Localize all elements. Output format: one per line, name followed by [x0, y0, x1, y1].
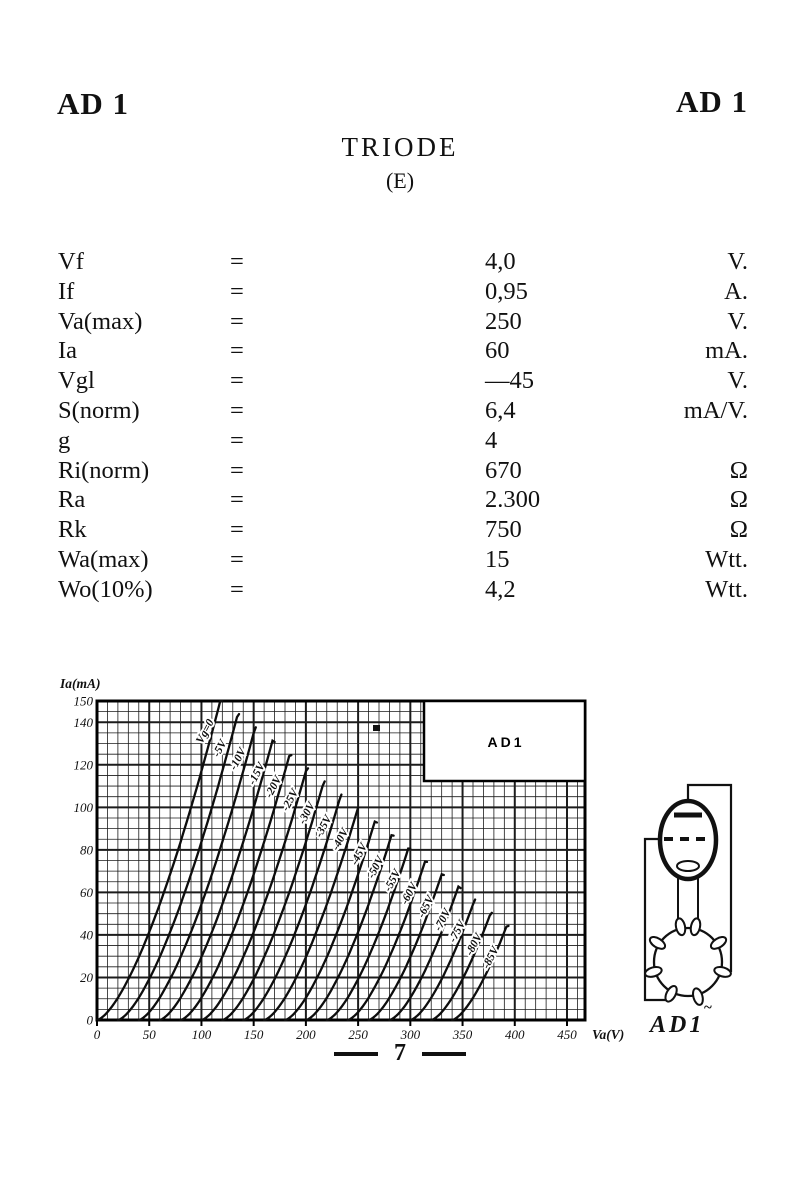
equals-sign: =	[230, 307, 244, 335]
y-tick-label: 80	[80, 842, 93, 858]
x-tick-label: 0	[93, 1027, 101, 1042]
x-tick-label: 150	[243, 1027, 264, 1042]
spec-param-value: 6,4	[485, 396, 516, 424]
curve-label: -15V	[246, 760, 268, 787]
y-tick-label: 120	[73, 757, 93, 773]
scan-ink-speck	[373, 725, 380, 731]
spec-param-unit: V.	[727, 367, 748, 395]
equals-sign: =	[230, 277, 244, 305]
curve-label: -85V	[480, 944, 502, 971]
spec-param-value: 750	[485, 516, 522, 544]
spec-param-unit: Ω	[729, 516, 748, 544]
y-tick-label: 40	[80, 927, 93, 943]
curve-label: -55V	[382, 867, 404, 894]
y-tick-label: 140	[73, 714, 93, 730]
spec-param-name: g	[58, 426, 71, 454]
equals-sign: =	[230, 575, 244, 603]
spec-param-name: Ri(norm)	[58, 456, 150, 484]
spec-param-name: Wa(max)	[58, 545, 149, 573]
spec-param-name: Vf	[58, 248, 84, 275]
y-tick-label: 20	[80, 969, 93, 985]
page-number: 7	[394, 1040, 406, 1066]
x-tick-label: 250	[348, 1027, 368, 1042]
equals-sign: =	[230, 396, 244, 424]
spec-param-value: 670	[485, 456, 522, 484]
spec-param-name: Va(max)	[58, 307, 143, 335]
x-tick-label: 350	[452, 1027, 473, 1042]
chart-tube-name: AD1	[487, 734, 525, 750]
spec-param-name: S(norm)	[58, 396, 140, 424]
x-tick-label: 200	[296, 1027, 316, 1042]
x-tick-label: 450	[557, 1027, 577, 1042]
grid-voltage-curve	[118, 714, 239, 1020]
equals-sign: =	[230, 426, 244, 454]
footer-dash-left	[334, 1052, 378, 1056]
socket-base	[654, 928, 722, 996]
curve-label: -75V	[446, 918, 469, 945]
characteristics-chart	[59, 676, 624, 1042]
spec-param-value: 4,0	[485, 248, 516, 275]
equals-sign: =	[230, 248, 244, 275]
curve-label: -25V	[279, 787, 302, 814]
curve-label: -20V	[263, 774, 285, 801]
spec-param-value: 60	[485, 337, 510, 365]
spec-param-unit: A.	[724, 277, 748, 305]
page-title-left: AD 1	[57, 86, 130, 121]
x-axis-title: Va(V)	[592, 1027, 625, 1042]
page-title-right: AD 1	[675, 84, 748, 119]
x-tick-label: 50	[142, 1027, 156, 1042]
equals-sign: =	[230, 367, 244, 395]
y-tick-label: 100	[73, 799, 93, 815]
spec-param-unit: V.	[727, 248, 748, 275]
spec-param-name: Ia	[58, 337, 78, 365]
tube-pinout-diagram	[644, 785, 732, 1038]
spec-param-unit: Ω	[729, 456, 748, 484]
y-tick-label: 60	[80, 884, 93, 900]
equals-sign: =	[230, 545, 244, 573]
tube-class-label: (E)	[385, 168, 415, 193]
y-tick-label: 0	[86, 1012, 93, 1028]
y-axis-title: Ia(mA)	[60, 676, 101, 691]
equals-sign: =	[230, 337, 244, 365]
spec-param-unit: mA.	[705, 337, 748, 365]
spec-param-value: 250	[485, 307, 522, 335]
spec-param-unit: Ω	[729, 486, 748, 514]
curve-label: Vg=0	[194, 717, 217, 746]
curve-label: -80V	[463, 931, 485, 958]
spec-param-unit: mA/V.	[683, 396, 748, 424]
curve-label: -70V	[432, 907, 454, 933]
curve-label: -45V	[348, 841, 371, 868]
equals-sign: =	[230, 516, 244, 544]
page-footer	[0, 1040, 800, 1067]
curve-label: -10V	[227, 746, 249, 773]
tube-type-title: TRIODE	[341, 132, 459, 162]
curve-label: -40V	[329, 826, 352, 853]
x-tick-label: 300	[400, 1027, 421, 1042]
spec-param-name: Vgl	[58, 367, 95, 395]
curve-label: -65V	[415, 893, 437, 920]
x-tick-label: 100	[191, 1027, 212, 1042]
spec-param-value: 0,95	[485, 277, 528, 305]
pinout-tilde-mark: ~	[704, 1000, 712, 1016]
spec-param-unit: Wtt.	[705, 545, 748, 573]
pinout-label: AD1	[650, 1012, 705, 1038]
spec-param-value: —45	[485, 367, 534, 395]
cathode-symbol	[677, 861, 699, 871]
spec-param-value: 2.300	[485, 486, 541, 514]
spec-param-name: If	[58, 277, 75, 305]
x-tick-label: 400	[505, 1027, 525, 1042]
y-tick-label: 150	[73, 693, 93, 709]
spec-param-name: Ra	[58, 486, 86, 514]
curve-label: -35V	[313, 813, 335, 840]
spec-param-unit: V.	[727, 307, 748, 335]
chart-type-box	[424, 701, 585, 781]
spec-param-name: Rk	[58, 516, 87, 544]
curve-label: -50V	[365, 854, 387, 881]
curve-label: -60V	[398, 880, 421, 907]
equals-sign: =	[230, 456, 244, 484]
spec-param-value: 4,2	[485, 575, 516, 603]
spec-param-value: 4	[485, 426, 498, 454]
spec-param-name: Wo(10%)	[58, 575, 153, 603]
spec-param-unit: Wtt.	[705, 575, 748, 603]
curve-label: -30V	[296, 800, 318, 827]
equals-sign: =	[230, 486, 244, 514]
curve-label: -5V	[210, 738, 230, 759]
footer-dash-right	[422, 1052, 466, 1056]
spec-param-value: 15	[485, 545, 510, 573]
